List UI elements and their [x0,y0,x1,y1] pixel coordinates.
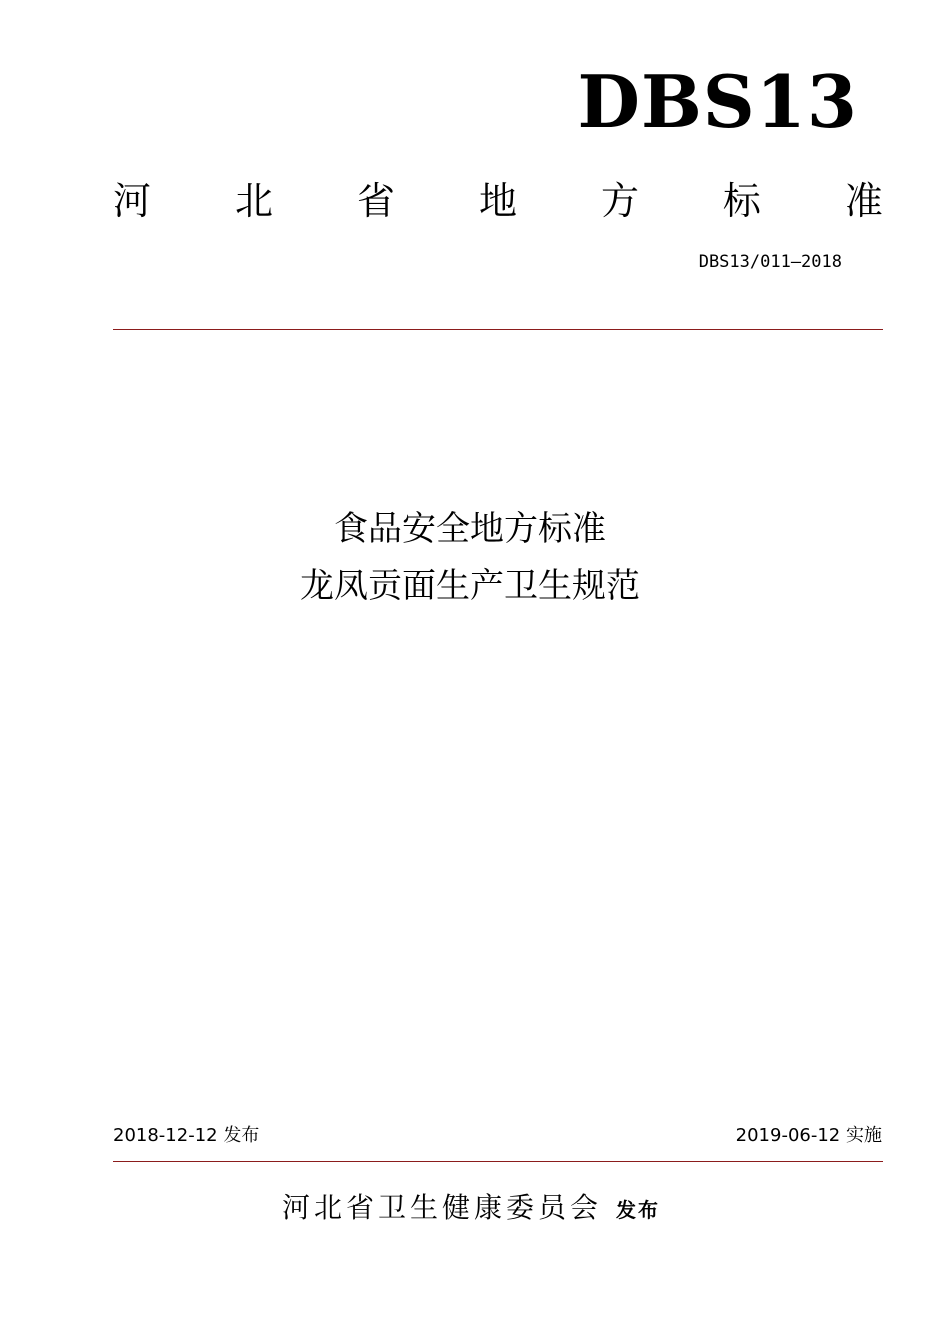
issuer-name: 河北省卫生健康委员会 [281,1191,602,1224]
implementation-date: 2019-06-12 实施 [735,1125,882,1146]
standard-type-char: 方 [600,179,639,223]
standard-type-char: 标 [722,179,761,223]
issuer-line [0,1188,950,1230]
standard-type-char: 地 [478,179,517,223]
issuer-suffix: 发布 [616,1198,660,1222]
document-title-line-2: 龙凤贡面生产卫生规范 [300,566,640,606]
standard-type-char: 准 [844,179,883,223]
header-divider [113,329,883,330]
standard-type-char: 省 [356,179,395,223]
footer-divider [113,1161,883,1162]
standard-type-char: 河 [113,179,152,223]
standard-type-char: 北 [234,179,273,223]
issue-date: 2018-12-12 发布 [113,1125,260,1146]
standard-type-heading [113,176,883,226]
document-title-line-1: 食品安全地方标准 [334,509,606,549]
standard-code-mark: DBS13 [577,59,858,144]
standard-number: DBS13/011—2018 [698,252,842,272]
